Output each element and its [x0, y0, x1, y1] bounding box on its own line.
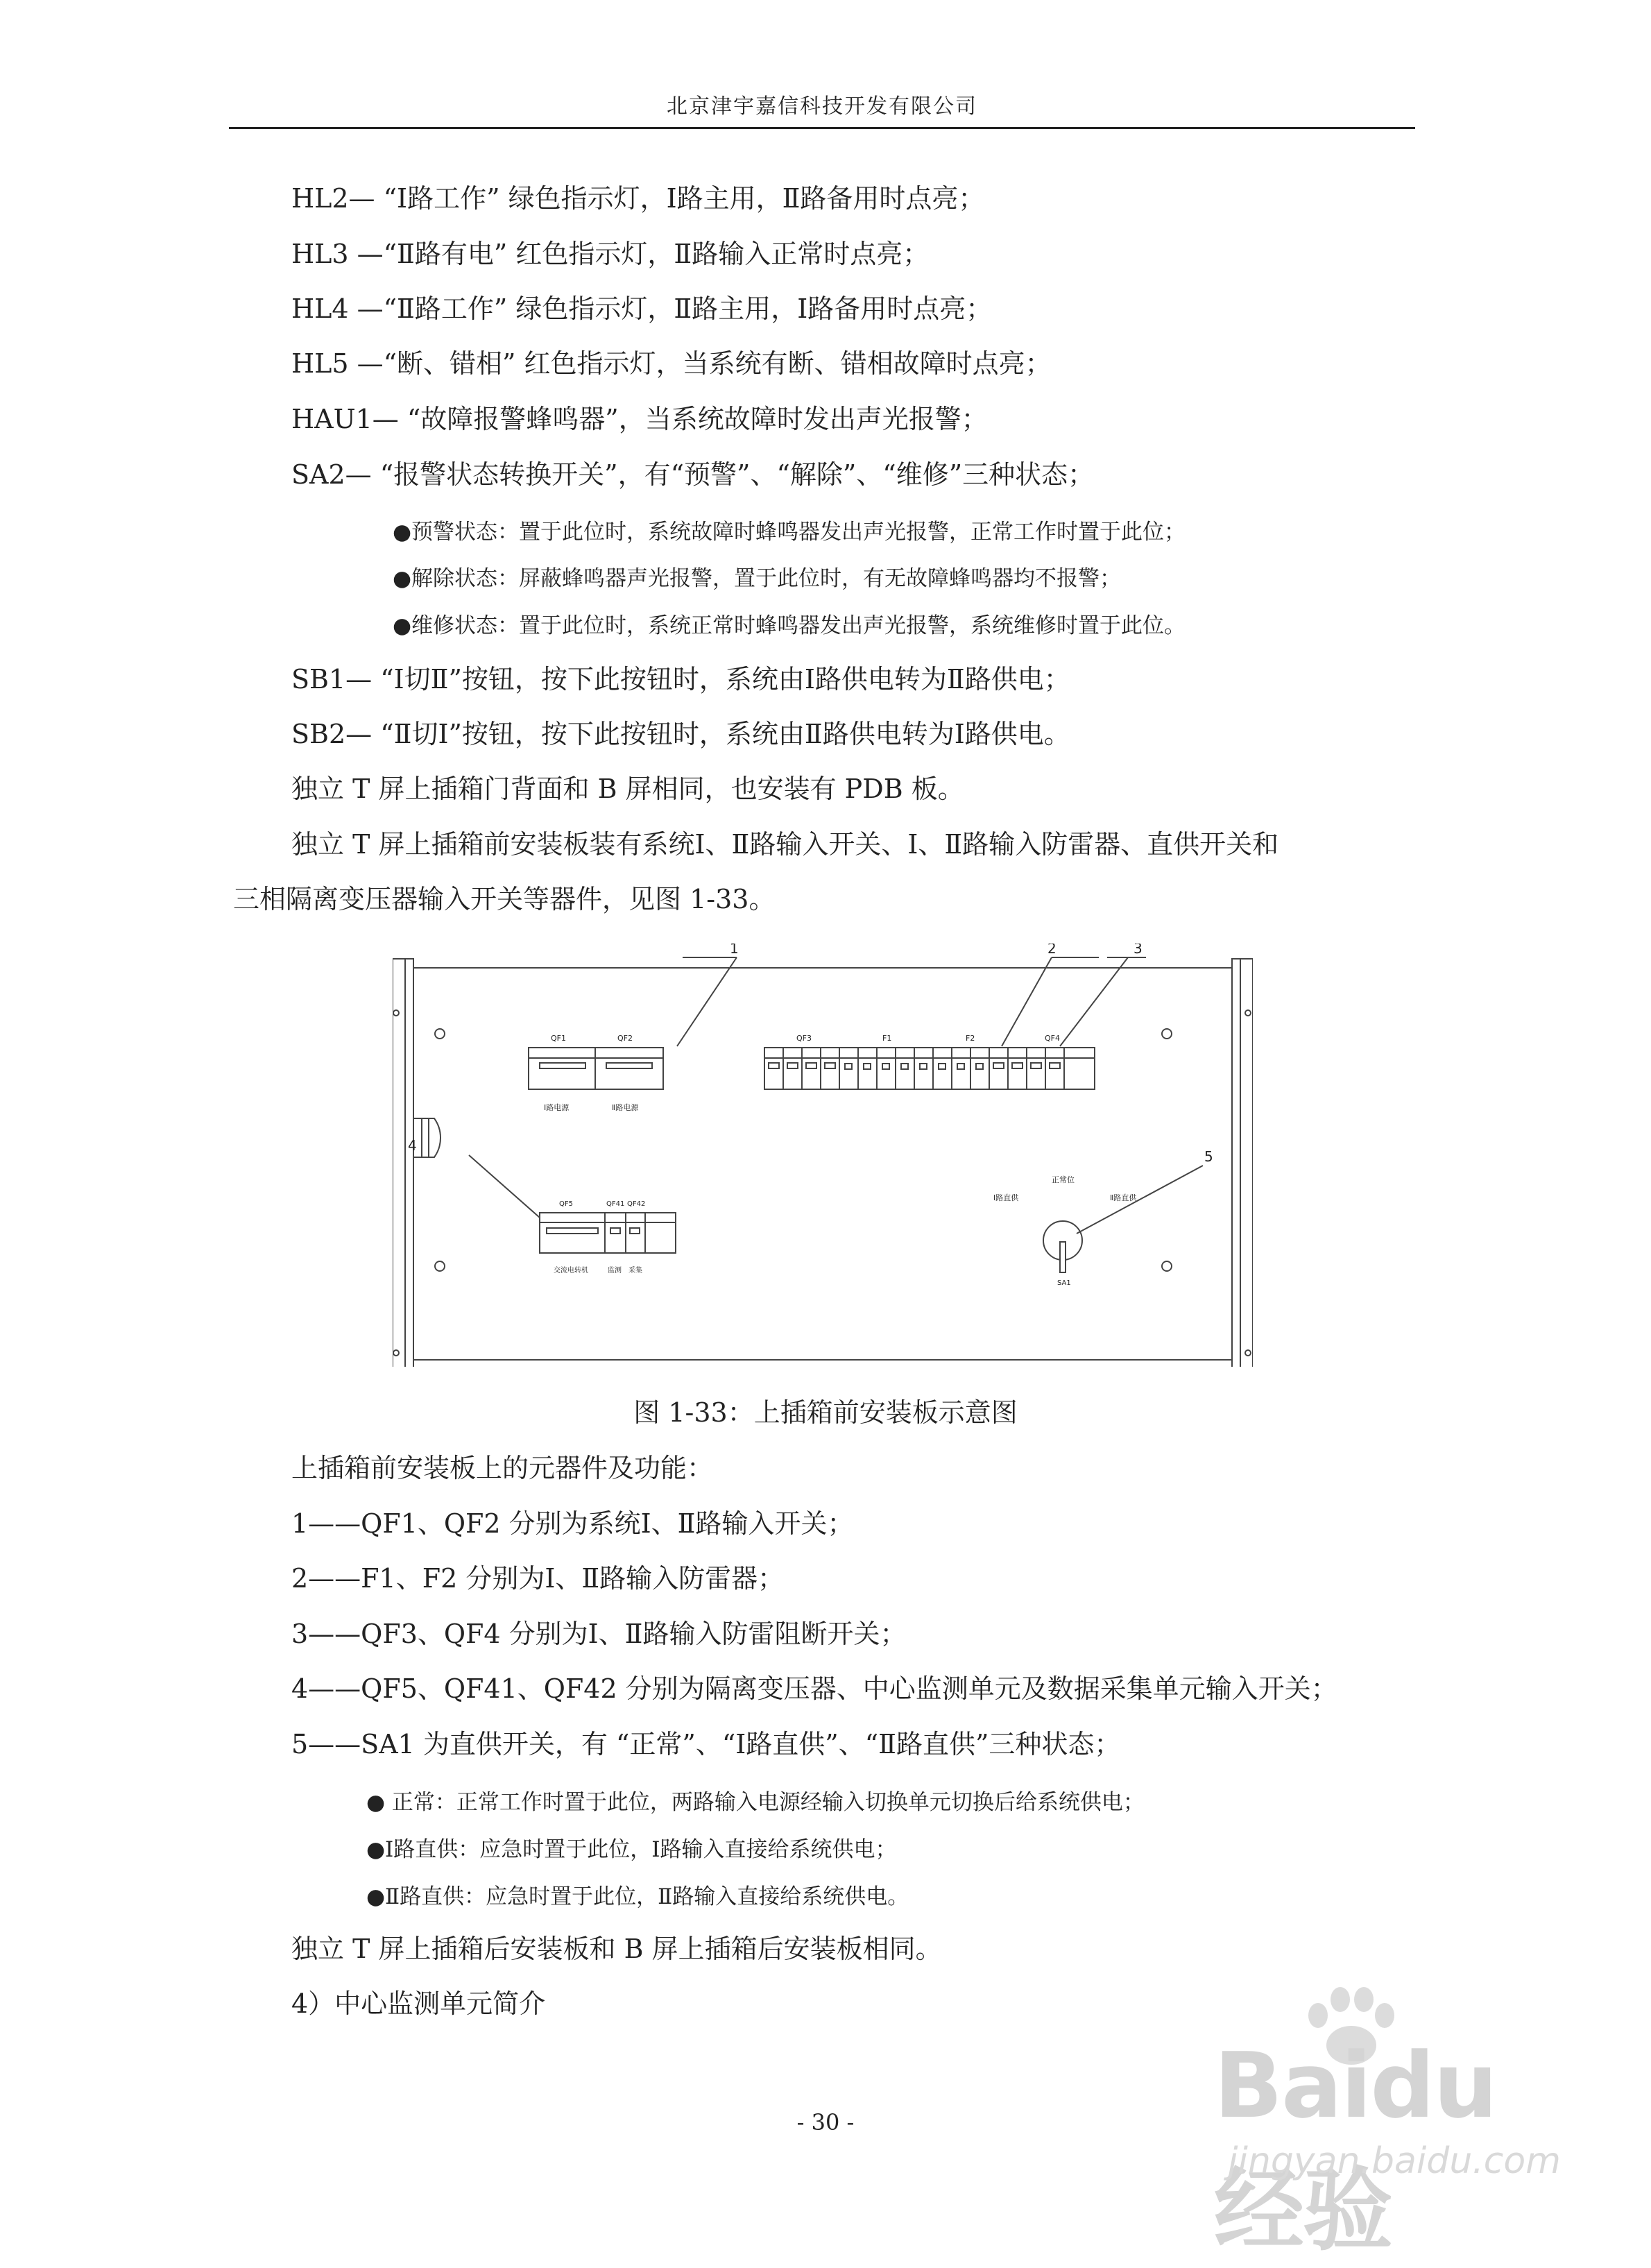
- para-front-2: 三相隔离变压器输入开关等器件，见图 1-33。: [233, 884, 776, 914]
- label-qf1: QF1: [551, 1034, 566, 1043]
- label-sa1: SA1: [1057, 1279, 1071, 1287]
- baidu-watermark: [1179, 1984, 1568, 2263]
- page-number: - 30 -: [796, 2109, 855, 2135]
- label-qf4: QF4: [1045, 1034, 1060, 1043]
- screw: [1162, 1029, 1172, 1039]
- callout-5-leader: [1077, 1166, 1203, 1234]
- component-5: 5——SA1 为直供开关，有 “正常”、“Ⅰ路直供”、“Ⅱ路直供”三种状态；: [291, 1729, 1121, 1759]
- label-monitor: 监测: [608, 1267, 622, 1274]
- label-ac-motor: 交流电转机: [554, 1267, 588, 1274]
- callout-2-leader: [1002, 957, 1052, 1046]
- screw: [435, 1261, 445, 1271]
- label-qf3: QF3: [796, 1034, 812, 1043]
- label-collect: 采集: [628, 1267, 642, 1274]
- para-sa2: SA2— “报警状态转换开关”，有“预警”、“解除”、“维修”三种状态；: [291, 459, 1095, 490]
- sa2-bullet-release: ●解除状态：屏蔽蜂鸣器声光报警，置于此位时，有无故障蜂鸣器均不报警；: [393, 566, 1122, 591]
- screw: [1162, 1261, 1172, 1271]
- front-panel-svg: [393, 944, 1253, 1367]
- watermark-logo: Baidu经验: [1214, 2033, 1496, 2263]
- label-qf2: QF2: [617, 1034, 633, 1043]
- callout-4: 4: [408, 1137, 417, 1154]
- right-rail: [1240, 959, 1253, 1367]
- label-f1: F1: [882, 1034, 892, 1043]
- callout-2: 2: [1047, 944, 1057, 957]
- sa1-bullet-route1: ●Ⅰ路直供：应急时置于此位，Ⅰ路输入直接给系统供电；: [366, 1837, 897, 1862]
- callout-4-leader: [469, 1155, 540, 1218]
- para-hau1: HAU1— “故障报警蜂鸣器”，当系统故障时发出声光报警；: [291, 404, 988, 434]
- component-2: 2——F1、F2 分别为Ⅰ、Ⅱ路输入防雷器；: [291, 1563, 785, 1594]
- para-sb2: SB2— “Ⅱ切Ⅰ”按钮，按下此按钮时，系统由Ⅱ路供电转为Ⅰ路供电。: [291, 719, 1070, 749]
- sa1-bullet-normal: ● 正常：正常工作时置于此位，两路输入电源经输入切换单元切换后给系统供电；: [366, 1790, 1145, 1815]
- label-qf5: QF5: [559, 1200, 573, 1208]
- para-rear-panel: 独立 T 屏上插箱后安装板和 B 屏上插箱后安装板相同。: [291, 1934, 942, 1964]
- sa2-bullet-warning: ●预警状态：置于此位时，系统故障时蜂鸣器发出声光报警，正常工作时置于此位；: [393, 520, 1186, 545]
- screw: [435, 1029, 445, 1039]
- para-components-intro: 上插箱前安装板上的元器件及功能：: [291, 1453, 714, 1483]
- left-rail-inner: [405, 959, 413, 1367]
- para-pdb: 独立 T 屏上插箱门背面和 B 屏相同，也安装有 PDB 板。: [291, 774, 964, 804]
- left-rail: [393, 959, 405, 1367]
- page-header: 北京津宇嘉信科技开发有限公司: [667, 94, 977, 119]
- label-route2-power: Ⅱ路电源: [612, 1103, 639, 1112]
- panel-outline: [413, 968, 1232, 1360]
- callout-3: 3: [1134, 944, 1143, 957]
- para-sb1: SB1— “Ⅰ切Ⅱ”按钮，按下此按钮时，系统由Ⅰ路供电转为Ⅱ路供电；: [291, 664, 1070, 694]
- para-front-1: 独立 T 屏上插箱前安装板装有系统Ⅰ、Ⅱ路输入开关、Ⅰ、Ⅱ路输入防雷器、直供开关和: [291, 829, 1279, 860]
- callout-1: 1: [730, 944, 739, 957]
- para-hl5: HL5 —“断、错相” 红色指示灯，当系统有断、错相故障时点亮；: [291, 348, 1052, 379]
- callout-5: 5: [1204, 1148, 1213, 1165]
- callout-1-leader: [677, 957, 737, 1046]
- label-route2-direct: Ⅱ路直供: [1110, 1193, 1137, 1202]
- header-rule: [229, 127, 1415, 129]
- label-normal-position: 正常位: [1052, 1175, 1075, 1184]
- para-hl2: HL2— “Ⅰ路工作” 绿色指示灯，Ⅰ路主用，Ⅱ路备用时点亮；: [291, 183, 985, 214]
- para-hl4: HL4 —“Ⅱ路工作” 绿色指示灯，Ⅱ路主用，Ⅰ路备用时点亮；: [291, 293, 993, 324]
- right-rail-inner: [1232, 959, 1240, 1367]
- component-1: 1——QF1、QF2 分别为系统Ⅰ、Ⅱ路输入开关；: [291, 1508, 854, 1539]
- panel-handle: [413, 1118, 440, 1157]
- watermark-url: jingyan.baidu.com: [1228, 2140, 1561, 2182]
- label-f2: F2: [966, 1034, 975, 1043]
- label-route1-direct: Ⅰ路直供: [993, 1193, 1019, 1202]
- sa1-bullet-route2: ●Ⅱ路直供：应急时置于此位，Ⅱ路输入直接给系统供电。: [366, 1884, 909, 1909]
- section-heading-4: 4）中心监测单元简介: [291, 1988, 546, 2019]
- label-route1-power: Ⅰ路电源: [544, 1103, 570, 1112]
- sa2-bullet-maintenance: ●维修状态：置于此位时，系统正常时蜂鸣器发出声光报警，系统维修时置于此位。: [393, 613, 1186, 638]
- component-3: 3——QF3、QF4 分别为Ⅰ、Ⅱ路输入防雷阻断开关；: [291, 1619, 907, 1649]
- figure-caption: 图 1-33：上插箱前安装板示意图: [633, 1397, 1018, 1428]
- front-panel-diagram: [393, 944, 1253, 1367]
- label-qf41: QF41: [606, 1200, 625, 1208]
- callout-3-leader: [1060, 957, 1128, 1046]
- component-4: 4——QF5、QF41、QF42 分别为隔离变压器、中心监测单元及数据采集单元输入开关；: [291, 1673, 1337, 1704]
- label-qf42: QF42: [627, 1200, 646, 1208]
- para-hl3: HL3 —“Ⅱ路有电” 红色指示灯，Ⅱ路输入正常时点亮；: [291, 239, 930, 269]
